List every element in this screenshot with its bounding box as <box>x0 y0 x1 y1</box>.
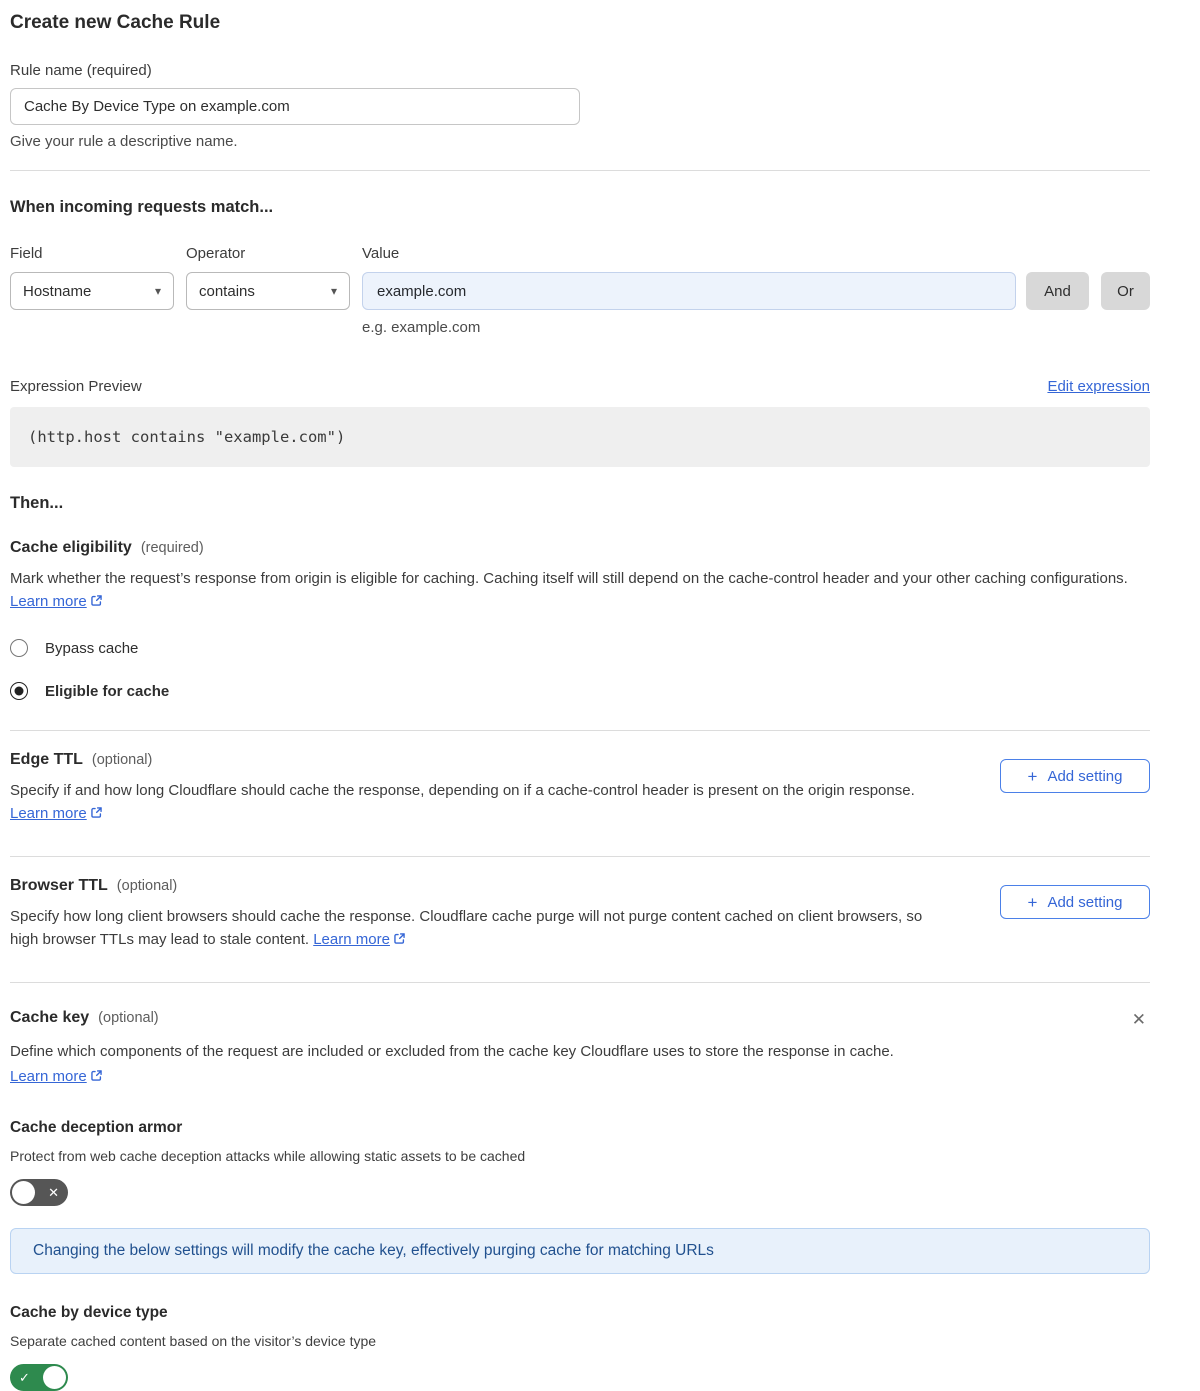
radio-label: Bypass cache <box>45 639 139 657</box>
match-heading: When incoming requests match... <box>10 198 274 216</box>
cache-by-device-type-block <box>10 1304 1150 1391</box>
cache-key-header <box>10 1009 1150 1030</box>
cache-by-device-type-title: Cache by device type <box>10 1304 168 1321</box>
chevron-down-icon: ▾ <box>330 284 337 298</box>
operator-label: Operator <box>186 245 246 262</box>
browser-ttl-description: Specify how long client browsers should cache the response. Cloudflare cache purge will not purge content cached on client browsers, so high browser TTLs may lead to stale content. Learn more <box>10 905 930 952</box>
operator-select-value: contains <box>199 282 255 300</box>
browser-ttl-section <box>10 857 1150 982</box>
x-icon: ✕ <box>48 1184 59 1200</box>
learn-more-link[interactable]: Learn more <box>10 593 87 610</box>
cache-by-device-type-description: Separate cached content based on the visitor’s device type <box>10 1333 377 1349</box>
value-label: Value <box>362 245 400 262</box>
toggle-knob <box>43 1366 66 1389</box>
cache-key-info-banner: Changing the below settings will modify the cache key, effectively purging cache for matching URLs <box>10 1228 1150 1274</box>
plus-icon: + <box>1027 766 1038 786</box>
browser-ttl-title: Browser TTL <box>10 877 108 894</box>
value-input[interactable] <box>362 272 1016 310</box>
cache-eligibility-header <box>10 539 1150 557</box>
edge-ttl-text <box>10 751 930 826</box>
browser-ttl-text <box>10 877 930 952</box>
radio-option-eligible-for-cache[interactable] <box>10 682 1150 700</box>
operator-select[interactable] <box>186 272 350 310</box>
optional-tag: (optional) <box>91 752 153 768</box>
edit-expression-link[interactable]: Edit expression <box>1047 378 1150 395</box>
match-labels <box>10 245 1150 262</box>
cache-key-description: Define which components of the request are included or excluded from the cache key Cloudflare uses to store the response in cache. <box>10 1043 894 1060</box>
edge-ttl-add-setting-button[interactable]: + Add setting <box>1000 759 1150 793</box>
rule-name-input[interactable] <box>10 88 580 125</box>
rule-name-label: Rule name (required) <box>10 62 152 79</box>
cache-eligibility-section <box>10 539 1150 700</box>
required-tag: (required) <box>140 540 204 556</box>
check-icon: ✓ <box>19 1369 30 1385</box>
plus-icon: + <box>1027 892 1038 912</box>
cache-eligibility-description: Mark whether the request’s response from origin is eligible for caching. Caching itself will still depend on the cache-control header and your other caching configurations. Learn more <box>10 567 1150 614</box>
edge-ttl-description: Specify if and how long Cloudflare should cache the response, depending on if a cache-control header is present on the origin response. Learn more <box>10 779 930 826</box>
divider <box>10 170 1150 171</box>
create-cache-rule-form <box>10 0 1150 1391</box>
learn-more-link[interactable]: Learn more <box>10 805 87 822</box>
rule-name-help: Give your rule a descriptive name. <box>10 133 238 150</box>
value-help: e.g. example.com <box>362 319 481 336</box>
radio-icon <box>10 639 28 657</box>
close-icon[interactable]: ✕ <box>1131 1010 1146 1029</box>
optional-tag: (optional) <box>98 1010 159 1026</box>
cache-by-device-type-toggle[interactable] <box>10 1364 68 1391</box>
edge-ttl-section <box>10 731 1150 856</box>
or-button[interactable]: Or <box>1101 272 1150 310</box>
match-controls <box>10 272 1150 310</box>
expression-header <box>10 378 1150 395</box>
cache-eligibility-title: Cache eligibility <box>10 539 132 556</box>
expression-preview-label: Expression Preview <box>10 378 142 395</box>
field-select[interactable] <box>10 272 174 310</box>
external-link-icon <box>90 803 103 826</box>
radio-option-bypass-cache[interactable] <box>10 639 1150 657</box>
field-select-value: Hostname <box>23 282 92 300</box>
cache-key-learn-more <box>10 1065 1150 1089</box>
cache-deception-armor-title: Cache deception armor <box>10 1119 183 1136</box>
cache-key-title: Cache key <box>10 1009 90 1026</box>
external-link-icon <box>90 1066 103 1089</box>
field-label: Field <box>10 245 43 262</box>
external-link-icon <box>90 591 103 614</box>
cache-deception-armor-toggle[interactable] <box>10 1179 68 1206</box>
learn-more-link[interactable]: Learn more <box>10 1068 87 1085</box>
match-section <box>10 198 1150 336</box>
edge-ttl-title: Edge TTL <box>10 751 83 768</box>
chevron-down-icon: ▾ <box>154 284 161 298</box>
external-link-icon <box>393 929 406 952</box>
radio-label: Eligible for cache <box>45 682 170 700</box>
toggle-knob <box>12 1181 35 1204</box>
optional-tag: (optional) <box>116 878 178 894</box>
page-title: Create new Cache Rule <box>10 12 221 33</box>
then-heading: Then... <box>10 494 64 512</box>
cache-deception-armor-description: Protect from web cache deception attacks while allowing static assets to be cached <box>10 1148 526 1164</box>
and-button[interactable]: And <box>1026 272 1089 310</box>
browser-ttl-add-setting-button[interactable]: + Add setting <box>1000 885 1150 919</box>
learn-more-link[interactable]: Learn more <box>313 931 390 948</box>
radio-checked-icon <box>10 682 28 700</box>
cache-key-section <box>10 983 1150 1391</box>
rule-name-section <box>10 62 1150 150</box>
cache-deception-armor-block <box>10 1119 1150 1206</box>
expression-code-block: (http.host contains "example.com") <box>10 407 1150 467</box>
